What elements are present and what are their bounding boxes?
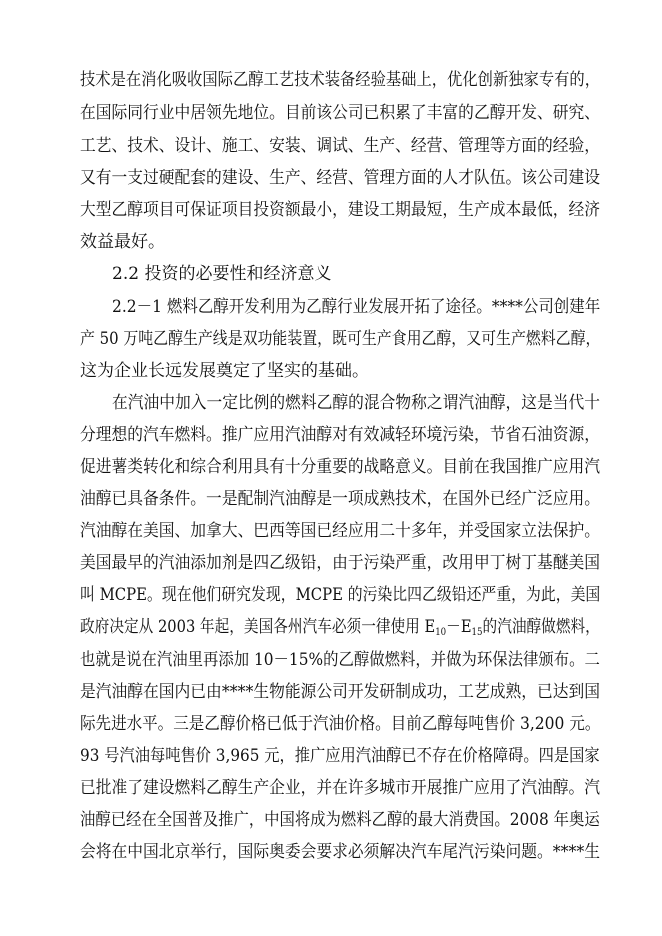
text-line: 际先进水平。三是乙醇价格已低于汽油价格。目前乙醇每吨售价 3,200 元。 bbox=[80, 714, 601, 734]
text-line: 效益最好。 bbox=[80, 232, 165, 252]
text-line: 促进薯类转化和综合利用具有十分重要的战略意义。目前在我国推广应用汽 bbox=[80, 457, 600, 477]
text-line: 是汽油醇在国内已由****生物能源公司开发研制成功，工艺成熟，已达到国 bbox=[80, 682, 600, 702]
text-line: 在汽油中加入一定比例的燃料乙醇的混合物称之谓汽油醇，这是当代十 bbox=[112, 393, 600, 413]
text-line: 汽油醇在美国、加拿大、巴西等国已经应用二十多年，并受国家立法保护。 bbox=[80, 521, 600, 541]
text-line: 已批准了建设燃料乙醇生产企业，并在许多城市开展推广应用了汽油醇。汽 bbox=[80, 778, 600, 798]
text-segment: 的汽油醇做燃料， bbox=[482, 617, 600, 637]
text-segment: 政府决定从 2003 年起，美国各州汽车必须一律使用 E bbox=[80, 617, 436, 637]
text-line: 工艺、技术、设计、施工、安装、调试、生产、经营、管理等方面的经验， bbox=[80, 136, 600, 156]
text-line: 美国最早的汽油添加剂是四乙级铅，由于污染严重，改用甲丁树丁基醚美国 bbox=[80, 553, 600, 573]
text-line: 也就是说在汽油里再添加 10－15%的乙醇做燃料，并做为环保法律颁布。二 bbox=[80, 650, 600, 670]
text-line: 叫 MCPE。现在他们研究发现，MCPE 的污染比四乙级铅还严重，为此，美国 bbox=[80, 585, 601, 605]
text-line: 产 50 万吨乙醇生产线是双功能装置，既可生产食用乙醇，又可生产燃料乙醇， bbox=[80, 329, 601, 349]
text-line: 又有一支过硬配套的建设、生产、经营、管理方面的人才队伍。该公司建设 bbox=[80, 168, 600, 188]
subscript: 10 bbox=[435, 627, 447, 638]
text-line: 会将在中国北京举行，国际奥委会要求必须解决汽车尾汽污染问题。****生 bbox=[80, 842, 600, 862]
text-line: 93 号汽油每吨售价 3,965 元，推广应用汽油醇已不存在价格障碍。四是国家 bbox=[80, 746, 600, 766]
subscript: 15 bbox=[471, 627, 483, 638]
text-line: 这为企业长远发展奠定了坚实的基础。 bbox=[80, 361, 369, 381]
text-segment: －E bbox=[446, 617, 472, 637]
text-line: 分理想的汽车燃料。推广应用汽油醇对有效减轻环境污染，节省石油资源， bbox=[80, 425, 600, 445]
section-heading: 2.2 投资的必要性和经济意义 bbox=[112, 264, 332, 284]
text-line: 大型乙醇项目可保证项目投资额最小，建设工期最短，生产成本最低，经济 bbox=[80, 200, 600, 220]
text-line: 2.2－1 燃料乙醇开发利用为乙醇行业发展开拓了途径。****公司创建年 bbox=[112, 297, 601, 317]
text-line bbox=[80, 615, 600, 645]
text-line: 油醇已具备条件。一是配制汽油醇是一项成熟技术，在国外已经广泛应用。 bbox=[80, 489, 600, 509]
text-line: 技术是在消化吸收国际乙醇工艺技术装备经验基础上，优化创新独家专有的， bbox=[80, 70, 600, 90]
text-line: 油醇已经在全国普及推广，中国将成为燃料乙醇的最大消费国。2008 年奥运 bbox=[80, 810, 600, 830]
text-line: 在国际同行业中居领先地位。目前该公司已积累了丰富的乙醇开发、研究、 bbox=[80, 103, 600, 123]
